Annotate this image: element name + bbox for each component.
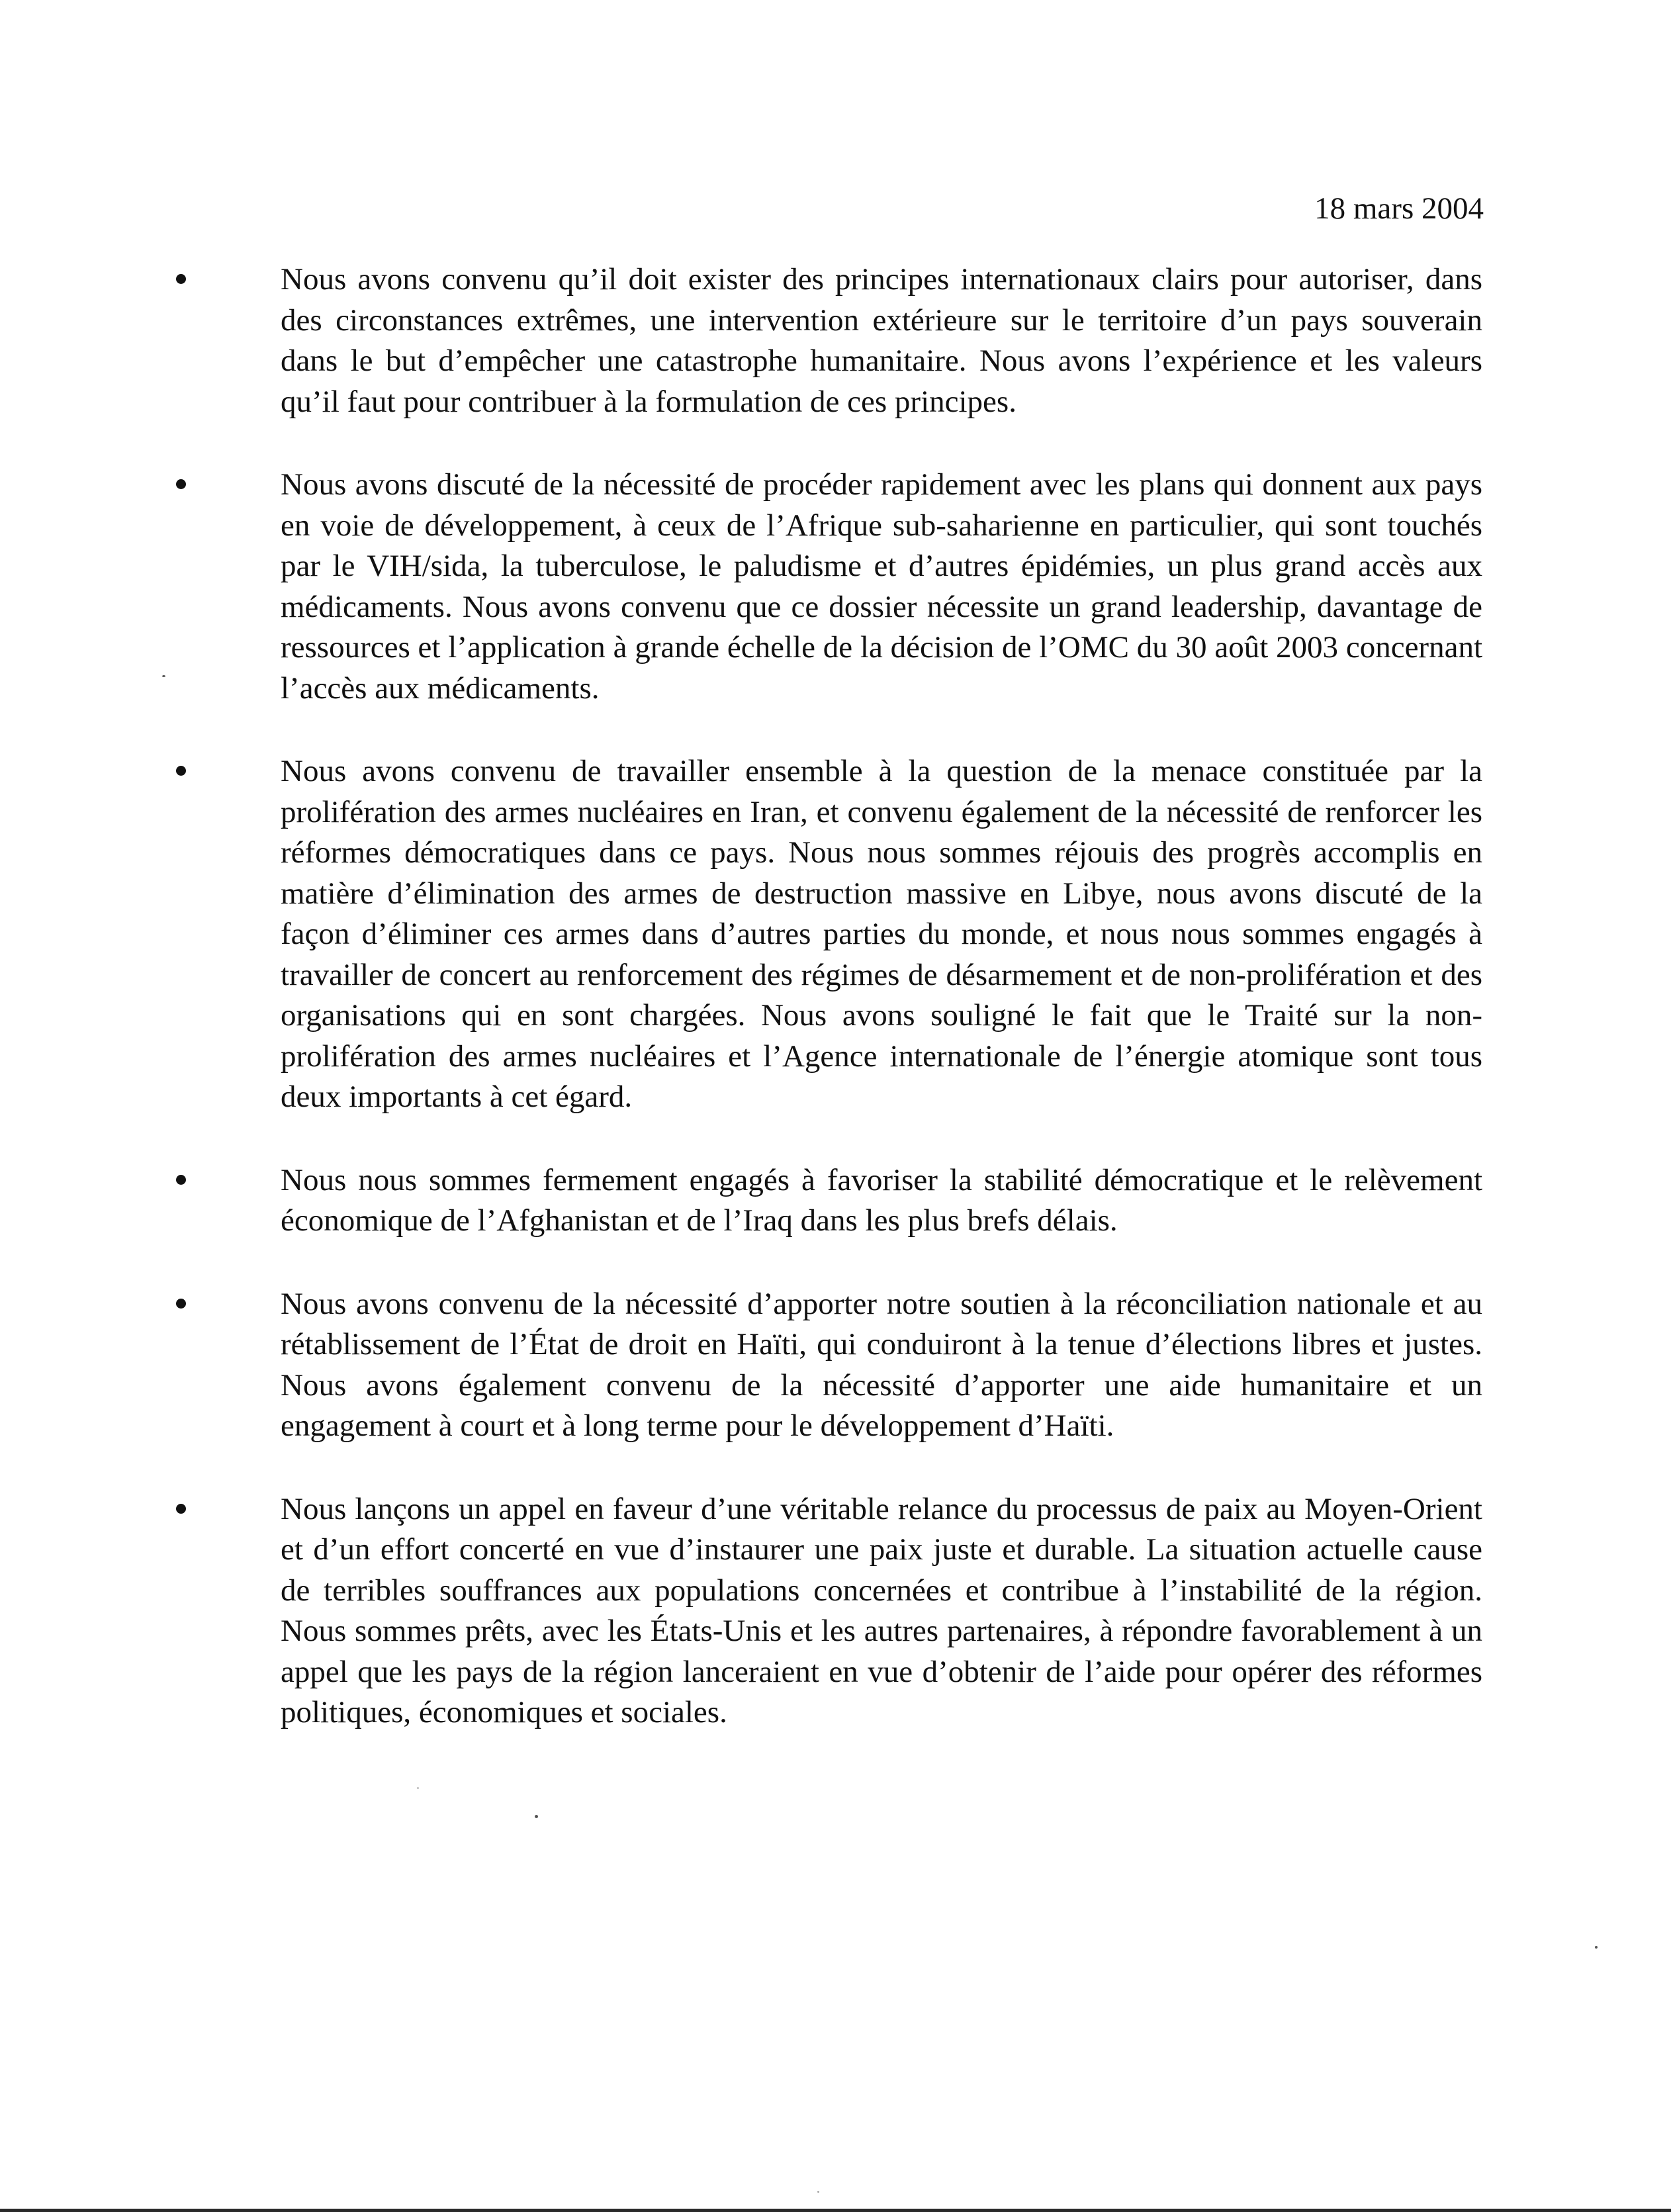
- list-item: [0, 751, 1671, 1118]
- list-item: [0, 259, 1671, 422]
- bullet-icon: [176, 274, 186, 284]
- bullet-icon: [176, 479, 186, 489]
- bullet-icon: [176, 1299, 186, 1309]
- list-item: [0, 1160, 1671, 1242]
- scan-speck: [162, 675, 165, 677]
- bullet-list: [0, 259, 1671, 1776]
- page-bottom-rule: [0, 2209, 1671, 2212]
- list-item: [0, 465, 1671, 709]
- bullet-icon: [176, 766, 186, 776]
- scan-speck: [417, 1787, 419, 1789]
- bullet-icon: [176, 1175, 186, 1185]
- list-item: [0, 1284, 1671, 1447]
- scan-speck: [1595, 1946, 1598, 1949]
- scan-speck: [817, 2191, 819, 2193]
- scan-speck: [535, 1815, 538, 1818]
- document-date: 18 mars 2004: [1314, 191, 1484, 226]
- paragraph: Nous nous sommes fermement engagés à favoriser la stabilité démocratique et le relèvement économique de l’Afghanistan et de l’Iraq dans les plus brefs délais.: [281, 1162, 1482, 1238]
- paragraph: Nous lançons un appel en faveur d’une véritable relance du processus de paix au Moyen-Orient et d’un effort concerté en vue d’instaurer une paix juste et durable. La situation actuelle cause de terribles souffrances aux populations concernées et contribue à l’instabilité de la région. Nous sommes prêts, avec les États-Unis et les autres partenaires, à répondre favorablement à un appel que les pays de la région lanceraient en vue d’obtenir de l’aide pour opérer des réformes politiques, économiques et sociales.: [281, 1491, 1482, 1729]
- list-item: [0, 1489, 1671, 1733]
- paragraph: Nous avons convenu qu’il doit exister des principes internationaux clairs pour autoriser, dans des circonstances extrêmes, une intervention extérieure sur le territoire d’un pays souverain dans le but d’empêcher une catastrophe humanitaire. Nous avons l’expérience et les valeurs qu’il faut pour contribuer à la formulation de ces principes.: [281, 262, 1482, 419]
- paragraph: Nous avons convenu de la nécessité d’apporter notre soutien à la réconciliation nationale et au rétablissement de l’État de droit en Haïti, qui conduiront à la tenue d’élections libres et justes. Nous avons également convenu de la nécessité d’apporter une aide humanitaire et un engagement à court et à long terme pour le développement d’Haïti.: [281, 1286, 1482, 1443]
- paragraph: Nous avons discuté de la nécessité de procéder rapidement avec les plans qui donnent aux pays en voie de développement, à ceux de l’Afrique sub-saharienne en particulier, qui sont touchés par le VIH/sida, la tuberculose, le paludisme et d’autres épidémies, un plus grand accès aux médicaments. Nous avons convenu que ce dossier nécessite un grand leadership, davantage de ressources et l’application à grande échelle de la décision de l’OMC du 30 août 2003 concernant l’accès aux médicaments.: [281, 467, 1482, 706]
- paragraph: Nous avons convenu de travailler ensemble à la question de la menace constituée par la prolifération des armes nucléaires en Iran, et convenu également de la nécessité de renforcer les réformes démocratiques dans ce pays. Nous nous sommes réjouis des progrès accomplis en matière d’élimination des armes de destruction massive en Libye, nous avons discuté de la façon d’éliminer ces armes dans d’autres parties du monde, et nous nous sommes engagés à travailler de concert au renforcement des régimes de désarmement et de non-prolifération et des organisations qui en sont chargées. Nous avons souligné le fait que le Traité sur la non-prolifération des armes nucléaires et l’Agence internationale de l’énergie atomique sont tous deux importants à cet égard.: [281, 754, 1482, 1114]
- bullet-icon: [176, 1504, 186, 1514]
